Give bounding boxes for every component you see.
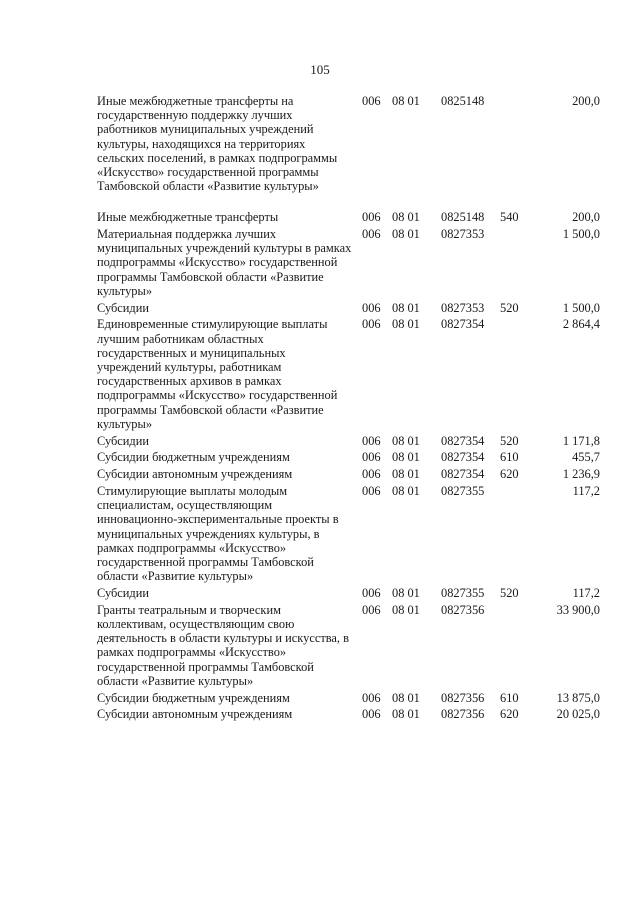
target-article-code: 0827354: [441, 433, 485, 448]
target-article-code: 0827356: [441, 707, 485, 722]
budget-table: [0, 94, 640, 724]
amount: 200,0: [572, 94, 600, 108]
amount: 200,0: [572, 210, 600, 225]
table-row: [0, 301, 640, 318]
page-number: 105: [310, 62, 330, 77]
row-description: Иные межбюджетные трансферты на государственную поддержку лучших работников муниципальных учреждений культуры, находящихся на территориях сельских поселений, в рамках подпрограммы «Искусство» государственной программы Тамбовской области «Развитие культуры»: [97, 94, 338, 194]
department-code: 006: [362, 707, 381, 722]
table-row: [0, 586, 640, 603]
table-row: [0, 227, 640, 301]
row-description: Субсидии: [97, 300, 149, 315]
amount: 33 900,0: [556, 602, 600, 617]
table-row: [0, 691, 640, 708]
target-article-code: 0825148: [441, 94, 485, 108]
section-code: 08 01: [392, 317, 420, 332]
amount: 1 500,0: [562, 300, 600, 315]
target-article-code: 0827356: [441, 602, 485, 617]
expense-type-code: 620: [500, 707, 519, 722]
expense-type-code: 540: [500, 210, 519, 225]
amount: 1 236,9: [562, 467, 600, 482]
row-description: Стимулирующие выплаты молодым специалистам, осуществляющим инновационно-экспериментальные проекты в муниципальных учреждениях культуры, в рамках подпрограммы «Искусство» государственной программы Тамбовской области «Развитие культуры»: [97, 483, 339, 584]
expense-type-code: 520: [500, 585, 519, 600]
target-article-code: 0827353: [441, 300, 485, 315]
row-description: Субсидии автономным учреждениям: [97, 707, 293, 722]
department-code: 006: [362, 450, 381, 465]
table-row: [0, 210, 640, 227]
row-description: Субсидии бюджетным учреждениям: [97, 690, 290, 705]
department-code: 006: [362, 585, 381, 600]
amount: 2 864,4: [562, 317, 600, 332]
target-article-code: 0827355: [441, 585, 485, 600]
table-row: [0, 94, 640, 210]
row-description: Субсидии: [97, 433, 149, 448]
target-article-code: 0827353: [441, 226, 485, 241]
section-code: 08 01: [392, 450, 420, 465]
section-code: 08 01: [392, 707, 420, 722]
amount: 1 171,8: [562, 433, 600, 448]
row-description: Субсидии автономным учреждениям: [97, 467, 293, 482]
section-code: 08 01: [392, 300, 420, 315]
department-code: 006: [362, 210, 381, 225]
section-code: 08 01: [392, 433, 420, 448]
target-article-code: 0827354: [441, 317, 485, 332]
section-code: 08 01: [392, 602, 420, 617]
table-row: [0, 467, 640, 484]
table-row: [0, 317, 640, 433]
amount: 117,2: [572, 585, 600, 600]
department-code: 006: [362, 602, 381, 617]
target-article-code: 0827356: [441, 690, 485, 705]
section-code: 08 01: [392, 210, 420, 225]
section-code: 08 01: [392, 690, 420, 705]
expense-type-code: 610: [500, 690, 519, 705]
row-description: Иные межбюджетные трансферты: [97, 210, 279, 225]
table-row: [0, 603, 640, 691]
amount: 117,2: [572, 483, 600, 498]
expense-type-code: 520: [500, 433, 519, 448]
expense-type-code: 620: [500, 467, 519, 482]
row-description: Гранты театральным и творческим коллективам, осуществляющим свою деятельность в области культуры и искусства, в рамках подпрограммы «Искусство» государственной программы Тамбовской области «Развитие культуры»: [97, 602, 349, 688]
table-row: [0, 450, 640, 467]
row-description: Субсидии бюджетным учреждениям: [97, 450, 290, 465]
amount: 455,7: [572, 450, 600, 465]
section-code: 08 01: [392, 483, 420, 498]
section-code: 08 01: [392, 467, 420, 482]
section-code: 08 01: [392, 226, 420, 241]
target-article-code: 0825148: [441, 210, 485, 225]
expense-type-code: 610: [500, 450, 519, 465]
row-description: Материальная поддержка лучших муниципальных учреждений культуры в рамках подпрограммы «Искусство» государственной программы Тамбовской области «Развитие культуры»: [97, 226, 352, 298]
table-row: [0, 484, 640, 586]
amount: 1 500,0: [562, 226, 600, 241]
department-code: 006: [362, 226, 381, 241]
section-code: 08 01: [392, 585, 420, 600]
department-code: 006: [362, 433, 381, 448]
expense-type-code: 520: [500, 300, 519, 315]
table-row: [0, 434, 640, 451]
section-code: 08 01: [392, 94, 420, 108]
department-code: 006: [362, 300, 381, 315]
target-article-code: 0827355: [441, 483, 485, 498]
department-code: 006: [362, 317, 381, 332]
department-code: 006: [362, 483, 381, 498]
table-row: [0, 707, 640, 724]
row-description: Единовременные стимулирующие выплаты лучшим работникам областных государственных и муниципальных учреждений культуры, работникам государственных архивов в рамках подпрограммы «Искусство» государственной программы Тамбовской области «Развитие культуры»: [97, 317, 338, 431]
amount: 20 025,0: [556, 707, 600, 722]
target-article-code: 0827354: [441, 467, 485, 482]
row-description: Субсидии: [97, 585, 149, 600]
target-article-code: 0827354: [441, 450, 485, 465]
department-code: 006: [362, 690, 381, 705]
department-code: 006: [362, 94, 381, 108]
amount: 13 875,0: [556, 690, 600, 705]
department-code: 006: [362, 467, 381, 482]
